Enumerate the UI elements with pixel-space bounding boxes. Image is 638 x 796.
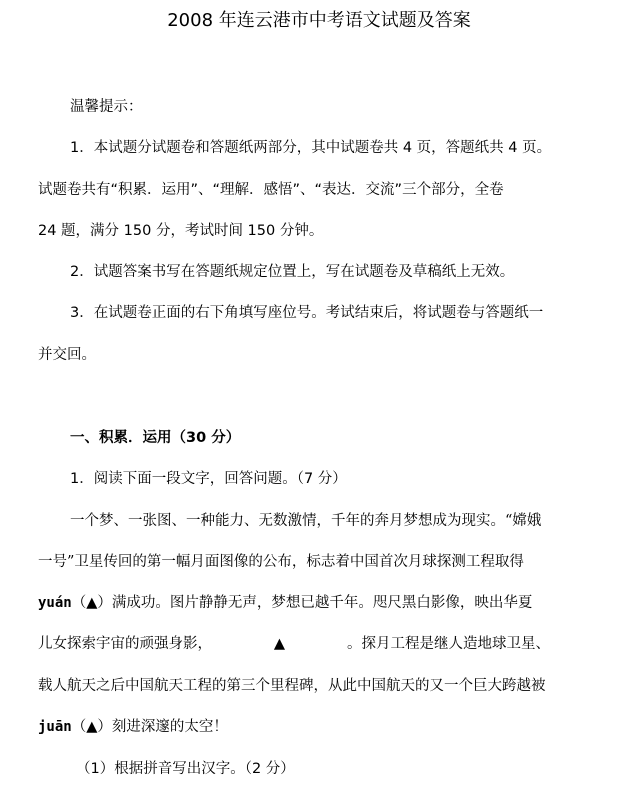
question1-prompt: 1．阅读下面一段文字，回答问题。（7 分）	[70, 471, 347, 487]
answer-blank-2: ▲	[273, 636, 286, 652]
tips-item3-line2: 并交回。	[38, 347, 96, 363]
section1-heading: 一、积累．运用（30 分）	[70, 430, 241, 446]
passage-line6-text: 刻进深邃的太空！	[111, 719, 228, 735]
document-title: 2008 年连云港市中考语文试题及答案	[167, 10, 471, 31]
pinyin-yuan: yuán	[38, 595, 72, 611]
tips-item1-line2: 试题卷共有“积累．运用”、“理解．感悟”、“表达．交流”三个部分，全卷	[38, 182, 504, 198]
passage-line1: 一个梦、一张图、一种能力、无数激情，千年的奔月梦想成为现实。“嫦娥	[70, 513, 542, 529]
tips-item3-line1: 3．在试题卷正面的右下角填写座位号。考试结束后，将试题卷与答题纸一	[70, 305, 544, 321]
answer-blank-3: （▲）	[71, 719, 112, 735]
passage-line4-text: 儿女探索宇宙的顽强身影，	[38, 636, 212, 652]
subquestion-1: （1）根据拼音写出汉字。（2 分）	[76, 761, 295, 777]
passage-line5: 载人航天之后中国航天工程的第三个里程碑，从此中国航天的又一个巨大跨越被	[38, 678, 546, 694]
tips-item1-line3: 24 题，满分 150 分，考试时间 150 分钟。	[38, 223, 324, 239]
passage-line3	[38, 591, 532, 612]
tips-item1-line1: 1．本试题分试题卷和答题纸两部分，其中试题卷共 4 页，答题纸共 4 页。	[70, 140, 552, 156]
answer-blank-1: （▲）	[71, 595, 112, 611]
tips-item2: 2．试题答案书写在答题纸规定位置上，写在试题卷及草稿纸上无效。	[70, 264, 515, 280]
passage-line4	[38, 632, 550, 653]
pinyin-juan: juān	[38, 719, 72, 735]
passage-line3-text: 满成功。图片静静无声，梦想已越千年。咫尺黑白影像，映出华夏	[111, 595, 533, 611]
passage-line2: 一号”卫星传回的第一幅月面图像的公布，标志着中国首次月球探测工程取得	[38, 554, 524, 570]
passage-line6	[38, 715, 228, 736]
tips-heading: 温馨提示：	[70, 99, 143, 115]
passage-line4-text2: 。探月工程是继人造地球卫星、	[347, 636, 550, 652]
